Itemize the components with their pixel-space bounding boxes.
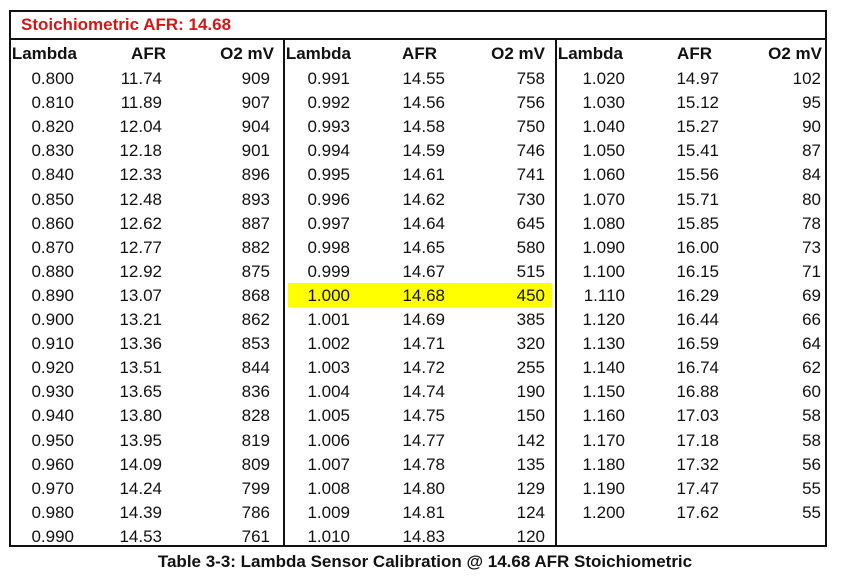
table-row bbox=[557, 428, 827, 452]
o2-mv-cell: 60 bbox=[802, 382, 821, 402]
lambda-cell: 1.009 bbox=[307, 502, 350, 522]
table-row bbox=[285, 162, 555, 186]
lambda-cell: 0.997 bbox=[307, 213, 350, 233]
lambda-cell: 1.070 bbox=[582, 189, 625, 209]
table-row bbox=[285, 331, 555, 355]
lambda-cell: 1.001 bbox=[307, 310, 350, 329]
table-row bbox=[557, 66, 827, 90]
o2-mv-cell: 875 bbox=[241, 261, 270, 281]
lambda-cell: 1.007 bbox=[307, 454, 350, 474]
afr-cell: 15.85 bbox=[676, 213, 719, 233]
table-row bbox=[11, 355, 281, 379]
table-row bbox=[11, 428, 281, 452]
o2-mv-cell: 135 bbox=[516, 454, 545, 474]
table-row bbox=[285, 66, 555, 90]
o2-mv-cell: 645 bbox=[516, 213, 545, 233]
table-row bbox=[557, 500, 827, 524]
afr-cell: 14.69 bbox=[402, 310, 445, 329]
afr-cell: 13.95 bbox=[119, 430, 162, 450]
o2-mv-cell: 887 bbox=[241, 213, 270, 233]
lambda-cell: 0.810 bbox=[31, 93, 74, 113]
afr-cell: 16.29 bbox=[676, 285, 719, 305]
table-row bbox=[285, 90, 555, 114]
o2-mv-cell: 120 bbox=[516, 526, 545, 546]
o2-mv-cell: 385 bbox=[516, 310, 545, 329]
o2-mv-cell: 515 bbox=[516, 261, 545, 281]
lambda-cell: 1.060 bbox=[582, 165, 625, 185]
o2-mv-cell: 746 bbox=[516, 141, 545, 161]
column-header: AFR bbox=[402, 44, 437, 63]
afr-cell: 17.62 bbox=[676, 502, 719, 522]
o2-mv-cell: 799 bbox=[241, 478, 270, 498]
o2-mv-cell: 55 bbox=[802, 478, 821, 498]
table-row bbox=[557, 211, 827, 235]
table-row bbox=[285, 500, 555, 524]
table-row bbox=[11, 66, 281, 90]
afr-cell: 15.12 bbox=[676, 93, 719, 113]
o2-mv-cell: 836 bbox=[241, 382, 270, 402]
afr-cell: 15.41 bbox=[676, 141, 719, 161]
afr-cell: 14.58 bbox=[402, 117, 445, 137]
table-row bbox=[557, 379, 827, 403]
o2-mv-cell: 750 bbox=[516, 117, 545, 137]
lambda-cell: 1.080 bbox=[582, 213, 625, 233]
o2-mv-cell: 71 bbox=[802, 261, 821, 281]
table-row bbox=[285, 211, 555, 235]
lambda-cell: 1.006 bbox=[307, 430, 350, 450]
table-title: Stoichiometric AFR: 14.68 bbox=[21, 15, 232, 34]
column-header: Lambda bbox=[285, 44, 351, 63]
lambda-cell: 1.000 bbox=[307, 285, 350, 305]
o2-mv-cell: 95 bbox=[802, 93, 821, 113]
lambda-cell: 0.800 bbox=[31, 69, 74, 88]
o2-mv-cell: 66 bbox=[802, 310, 821, 329]
afr-cell: 12.18 bbox=[119, 141, 162, 161]
table-row bbox=[285, 307, 555, 331]
afr-cell: 16.59 bbox=[676, 334, 719, 354]
lambda-cell: 0.995 bbox=[307, 165, 350, 185]
afr-cell: 13.36 bbox=[119, 334, 162, 354]
o2-mv-cell: 190 bbox=[516, 382, 545, 402]
o2-mv-cell: 828 bbox=[241, 406, 270, 426]
o2-mv-cell: 142 bbox=[516, 430, 545, 450]
o2-mv-cell: 896 bbox=[241, 165, 270, 185]
afr-cell: 14.75 bbox=[402, 406, 445, 426]
o2-mv-cell: 62 bbox=[802, 358, 821, 378]
o2-mv-cell: 730 bbox=[516, 189, 545, 209]
afr-cell: 12.33 bbox=[119, 165, 162, 185]
lambda-cell: 1.130 bbox=[582, 334, 625, 354]
lambda-cell: 1.040 bbox=[582, 117, 625, 137]
afr-cell: 13.51 bbox=[119, 358, 162, 378]
table-row bbox=[285, 138, 555, 162]
o2-mv-cell: 69 bbox=[802, 285, 821, 305]
column-header: Lambda bbox=[11, 44, 77, 63]
lambda-cell: 0.840 bbox=[31, 165, 74, 185]
afr-cell: 14.97 bbox=[676, 69, 719, 88]
o2-mv-cell: 819 bbox=[241, 430, 270, 450]
column-header: AFR bbox=[677, 44, 712, 63]
lambda-cell: 0.930 bbox=[31, 382, 74, 402]
afr-cell: 14.68 bbox=[402, 285, 445, 305]
afr-cell: 13.65 bbox=[119, 382, 162, 402]
afr-cell: 14.72 bbox=[402, 358, 445, 378]
o2-mv-cell: 87 bbox=[802, 141, 821, 161]
table-row bbox=[285, 452, 555, 476]
lambda-cell: 0.991 bbox=[307, 69, 350, 88]
afr-cell: 14.74 bbox=[402, 382, 445, 402]
afr-cell: 12.92 bbox=[119, 261, 162, 281]
afr-cell: 11.74 bbox=[120, 69, 162, 88]
o2-mv-cell: 150 bbox=[516, 406, 545, 426]
o2-mv-cell: 862 bbox=[241, 310, 270, 329]
afr-cell: 12.04 bbox=[119, 117, 162, 137]
afr-cell: 14.56 bbox=[402, 93, 445, 113]
o2-mv-cell: 844 bbox=[241, 358, 270, 378]
afr-cell: 13.07 bbox=[119, 285, 162, 305]
lambda-cell: 1.190 bbox=[582, 478, 625, 498]
afr-cell: 13.80 bbox=[119, 406, 162, 426]
o2-mv-cell: 882 bbox=[241, 237, 270, 257]
afr-cell: 14.61 bbox=[402, 165, 445, 185]
o2-mv-cell: 786 bbox=[241, 502, 270, 522]
table-row bbox=[557, 283, 827, 307]
afr-cell: 14.09 bbox=[119, 454, 162, 474]
table-row bbox=[557, 259, 827, 283]
afr-cell: 14.39 bbox=[119, 502, 162, 522]
lambda-cell: 0.820 bbox=[31, 117, 74, 137]
o2-mv-cell: 84 bbox=[802, 165, 821, 185]
o2-mv-cell: 909 bbox=[241, 69, 270, 88]
lambda-cell: 0.960 bbox=[31, 454, 74, 474]
lambda-cell: 1.160 bbox=[582, 406, 625, 426]
o2-mv-cell: 64 bbox=[802, 334, 821, 354]
afr-cell: 14.55 bbox=[402, 69, 445, 88]
table-row bbox=[285, 114, 555, 138]
table-row bbox=[557, 476, 827, 500]
lambda-cell: 1.090 bbox=[582, 237, 625, 257]
table-row bbox=[11, 162, 281, 186]
lambda-cell: 0.992 bbox=[307, 93, 350, 113]
lambda-cell: 1.150 bbox=[582, 382, 625, 402]
o2-mv-cell: 741 bbox=[516, 165, 545, 185]
afr-cell: 14.77 bbox=[402, 430, 445, 450]
column-header: O2 mV bbox=[220, 44, 274, 63]
table-row bbox=[285, 476, 555, 500]
table-row bbox=[11, 476, 281, 500]
lambda-cell: 0.970 bbox=[31, 478, 74, 498]
table-row bbox=[11, 307, 281, 331]
table-row bbox=[11, 379, 281, 403]
table-row bbox=[285, 403, 555, 427]
lambda-cell: 1.030 bbox=[582, 93, 625, 113]
table-row bbox=[557, 187, 827, 211]
afr-cell: 15.56 bbox=[676, 165, 719, 185]
table-row bbox=[557, 403, 827, 427]
o2-mv-cell: 907 bbox=[241, 93, 270, 113]
o2-mv-cell: 320 bbox=[516, 334, 545, 354]
afr-cell: 16.74 bbox=[676, 358, 719, 378]
table-row bbox=[285, 428, 555, 452]
o2-mv-cell: 255 bbox=[516, 358, 545, 378]
o2-mv-cell: 853 bbox=[241, 334, 270, 354]
table-row bbox=[11, 403, 281, 427]
column-header: AFR bbox=[131, 44, 166, 63]
o2-mv-cell: 893 bbox=[241, 189, 270, 209]
column-header: O2 mV bbox=[768, 44, 822, 63]
table-row bbox=[11, 211, 281, 235]
table-row bbox=[557, 235, 827, 259]
lambda-cell: 1.008 bbox=[307, 478, 350, 498]
lambda-cell: 1.004 bbox=[307, 382, 350, 402]
o2-mv-cell: 904 bbox=[241, 117, 270, 137]
afr-cell: 16.44 bbox=[676, 310, 719, 329]
table-row bbox=[557, 138, 827, 162]
afr-cell: 14.81 bbox=[402, 502, 445, 522]
afr-cell: 11.89 bbox=[120, 93, 162, 113]
o2-mv-cell: 58 bbox=[802, 430, 821, 450]
lambda-cell: 0.860 bbox=[31, 213, 74, 233]
table-row bbox=[557, 452, 827, 476]
afr-cell: 14.65 bbox=[402, 237, 445, 257]
afr-cell: 16.15 bbox=[676, 261, 719, 281]
afr-cell: 16.88 bbox=[676, 382, 719, 402]
o2-mv-cell: 102 bbox=[792, 69, 821, 88]
lambda-cell: 0.830 bbox=[31, 141, 74, 161]
table-row bbox=[557, 331, 827, 355]
lambda-cell: 0.920 bbox=[31, 358, 74, 378]
lambda-cell: 0.998 bbox=[307, 237, 350, 257]
lambda-cell: 0.999 bbox=[307, 261, 350, 281]
o2-mv-cell: 809 bbox=[241, 454, 270, 474]
afr-cell: 14.78 bbox=[402, 454, 445, 474]
afr-cell: 17.47 bbox=[676, 478, 719, 498]
o2-mv-cell: 758 bbox=[516, 69, 545, 88]
afr-cell: 16.00 bbox=[676, 237, 719, 257]
afr-cell: 14.71 bbox=[402, 334, 445, 354]
afr-cell: 14.24 bbox=[119, 478, 162, 498]
lambda-cell: 1.120 bbox=[582, 310, 625, 329]
lambda-cell: 0.993 bbox=[307, 117, 350, 137]
afr-cell: 15.27 bbox=[676, 117, 719, 137]
afr-cell: 12.62 bbox=[119, 213, 162, 233]
o2-mv-cell: 90 bbox=[802, 117, 821, 137]
title-bar bbox=[11, 12, 825, 40]
table-row bbox=[11, 235, 281, 259]
lambda-cell: 1.050 bbox=[582, 141, 625, 161]
lambda-cell: 0.940 bbox=[31, 406, 74, 426]
table-row bbox=[285, 283, 555, 307]
o2-mv-cell: 901 bbox=[241, 141, 270, 161]
table-row bbox=[11, 259, 281, 283]
o2-mv-cell: 73 bbox=[802, 237, 821, 257]
lambda-cell: 1.020 bbox=[582, 69, 625, 88]
table-row bbox=[285, 524, 555, 548]
table-row bbox=[557, 90, 827, 114]
lambda-cell: 0.900 bbox=[31, 310, 74, 329]
o2-mv-cell: 56 bbox=[802, 454, 821, 474]
table-caption: Table 3-3: Lambda Sensor Calibration @ 14.68 AFR Stoichiometric bbox=[157, 552, 693, 571]
lambda-cell: 1.005 bbox=[307, 406, 350, 426]
afr-cell: 12.48 bbox=[119, 189, 162, 209]
afr-cell: 14.80 bbox=[402, 478, 445, 498]
table-row bbox=[11, 524, 281, 548]
o2-mv-cell: 580 bbox=[516, 237, 545, 257]
table-row bbox=[11, 138, 281, 162]
afr-cell: 17.03 bbox=[676, 406, 719, 426]
afr-cell: 14.62 bbox=[402, 189, 445, 209]
lambda-cell: 0.950 bbox=[31, 430, 74, 450]
table-row bbox=[11, 500, 281, 524]
lambda-cell: 0.910 bbox=[31, 334, 74, 354]
lambda-cell: 1.100 bbox=[582, 261, 625, 281]
lambda-cell: 0.870 bbox=[31, 237, 74, 257]
table-row bbox=[285, 355, 555, 379]
afr-cell: 17.18 bbox=[676, 430, 719, 450]
o2-mv-cell: 80 bbox=[802, 189, 821, 209]
afr-cell: 14.59 bbox=[402, 141, 445, 161]
table-row bbox=[11, 331, 281, 355]
table-row bbox=[11, 452, 281, 476]
o2-mv-cell: 78 bbox=[802, 213, 821, 233]
afr-cell: 17.32 bbox=[676, 454, 719, 474]
lambda-cell: 1.003 bbox=[307, 358, 350, 378]
table-row bbox=[285, 235, 555, 259]
o2-mv-cell: 58 bbox=[802, 406, 821, 426]
lambda-cell: 1.110 bbox=[583, 285, 625, 305]
lambda-cell: 0.990 bbox=[31, 526, 74, 546]
table-row bbox=[285, 259, 555, 283]
column-header: Lambda bbox=[557, 44, 623, 63]
lambda-cell: 1.140 bbox=[582, 358, 625, 378]
table-row bbox=[557, 114, 827, 138]
calibration-table bbox=[9, 10, 827, 547]
afr-cell: 13.21 bbox=[119, 310, 162, 329]
lambda-cell: 0.880 bbox=[31, 261, 74, 281]
table-row bbox=[11, 187, 281, 211]
table-row bbox=[557, 162, 827, 186]
lambda-cell: 1.002 bbox=[307, 334, 350, 354]
o2-mv-cell: 55 bbox=[802, 502, 821, 522]
afr-cell: 14.67 bbox=[402, 261, 445, 281]
table-row bbox=[285, 379, 555, 403]
lambda-cell: 1.170 bbox=[582, 430, 625, 450]
table-row bbox=[11, 90, 281, 114]
column-header: O2 mV bbox=[491, 44, 545, 63]
afr-cell: 14.64 bbox=[402, 213, 445, 233]
table-row bbox=[11, 283, 281, 307]
lambda-cell: 0.994 bbox=[307, 141, 350, 161]
lambda-cell: 1.200 bbox=[582, 502, 625, 522]
afr-cell: 15.71 bbox=[676, 189, 719, 209]
lambda-cell: 0.850 bbox=[31, 189, 74, 209]
lambda-cell: 1.010 bbox=[307, 526, 350, 546]
lambda-cell: 1.180 bbox=[582, 454, 625, 474]
o2-mv-cell: 124 bbox=[516, 502, 545, 522]
table-row bbox=[11, 114, 281, 138]
o2-mv-cell: 756 bbox=[516, 93, 545, 113]
lambda-cell: 0.996 bbox=[307, 189, 350, 209]
lambda-cell: 0.890 bbox=[31, 285, 74, 305]
o2-mv-cell: 761 bbox=[241, 526, 270, 546]
table-row bbox=[285, 187, 555, 211]
o2-mv-cell: 129 bbox=[516, 478, 545, 498]
lambda-cell: 0.980 bbox=[31, 502, 74, 522]
table-row bbox=[557, 307, 827, 331]
afr-cell: 14.83 bbox=[402, 526, 445, 546]
afr-cell: 12.77 bbox=[119, 237, 162, 257]
table-row bbox=[557, 355, 827, 379]
o2-mv-cell: 868 bbox=[241, 285, 270, 305]
o2-mv-cell: 450 bbox=[516, 285, 545, 305]
afr-cell: 14.53 bbox=[119, 526, 162, 546]
